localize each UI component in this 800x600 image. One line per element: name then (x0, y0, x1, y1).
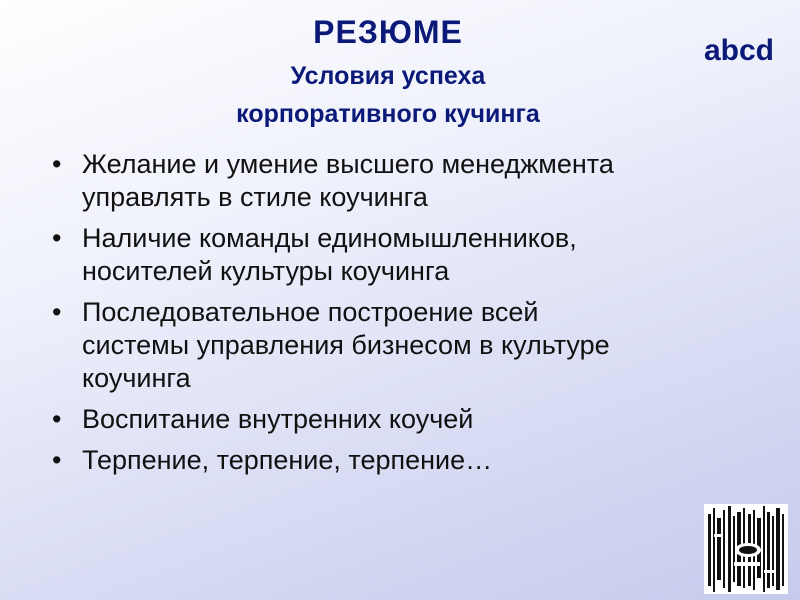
logo-text: abcd (703, 34, 774, 67)
stamp-graphic (704, 504, 788, 594)
slide-subtitle-line1: Условия успеха (290, 62, 486, 90)
bullet-marker: • (52, 445, 62, 475)
bullet-item (52, 148, 752, 214)
bullet-text-line: Последовательное построение всей (82, 297, 539, 327)
bullet-text-line: системы управления бизнесом в культуре (82, 330, 610, 360)
bullet-text-line: носителей культуры коучинга (82, 256, 450, 286)
bullet-list (52, 148, 752, 485)
bullet-text-line: управлять в стиле коучинга (82, 182, 428, 212)
bullet-marker: • (52, 223, 62, 253)
slide-subtitle-line2: корпоративного кучинга (236, 100, 540, 128)
bullet-marker: • (52, 149, 62, 179)
decorative-stamp-icon (704, 504, 788, 594)
slide-title: РЕЗЮМЕ (313, 14, 463, 50)
bullet-item (52, 403, 752, 436)
bullet-item (52, 222, 752, 288)
bullet-marker: • (52, 297, 62, 327)
bullet-text-line: Наличие команды единомышленников, (82, 223, 577, 253)
bullet-marker: • (52, 404, 62, 434)
bullet-text-line: коучинга (82, 363, 191, 393)
bullet-item (52, 296, 752, 395)
bullet-text-line: Желание и умение высшего менеджмента (82, 149, 614, 179)
bullet-text-line: Воспитание внутренних коучей (82, 404, 474, 434)
bullet-item (52, 444, 752, 477)
bullet-text-line: Терпение, терпение, терпение… (82, 445, 493, 475)
